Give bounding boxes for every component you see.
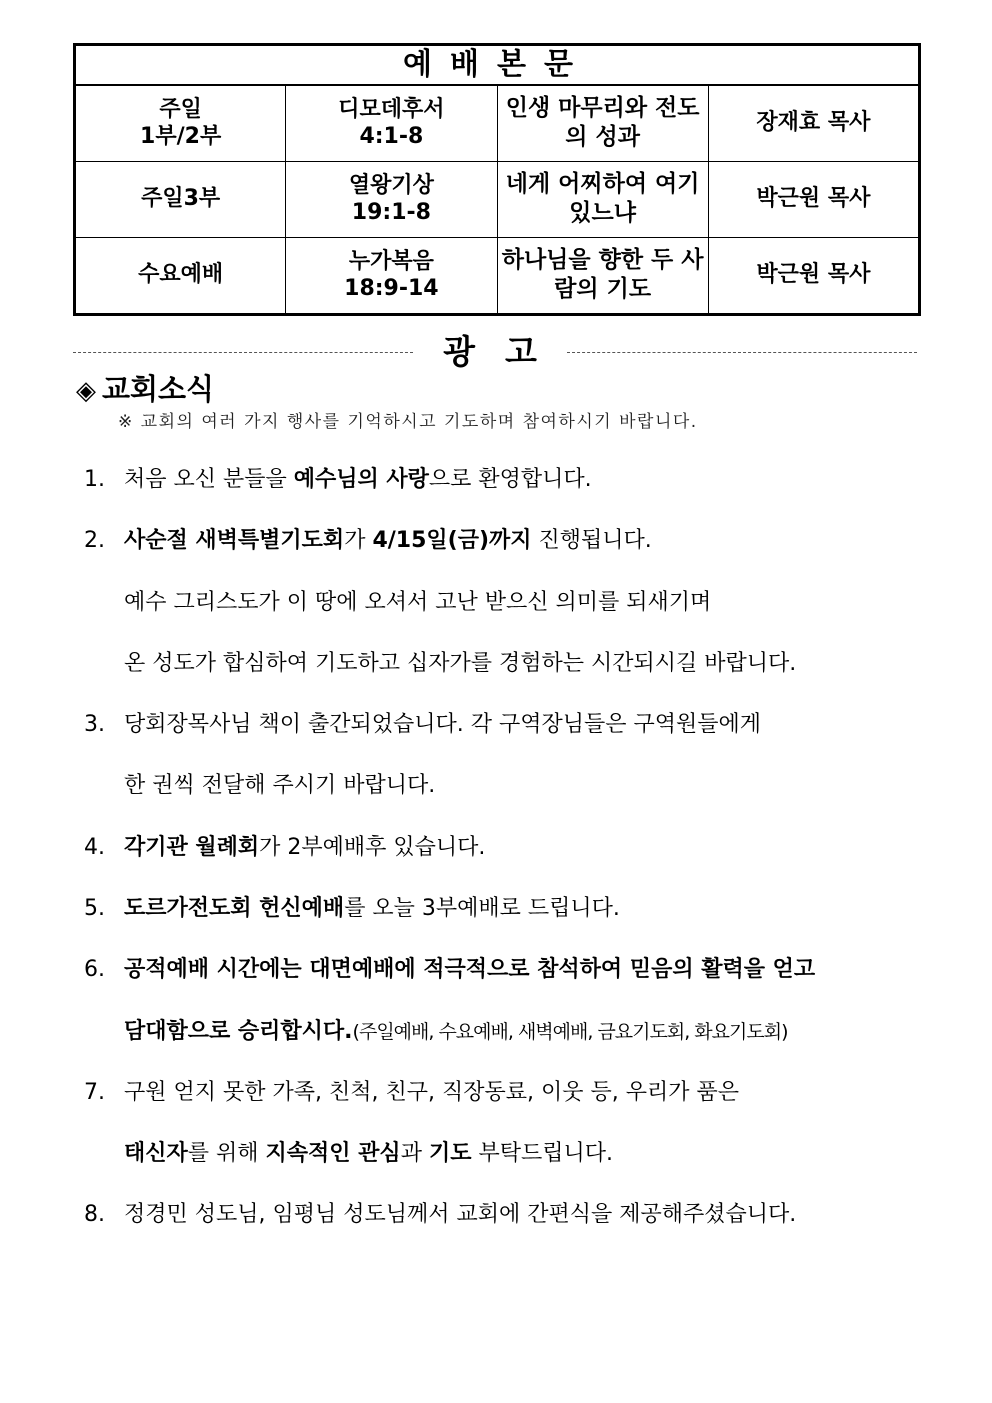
list-item: 3. 당회장목사님 책이 출간되었습니다. 각 구역장님들은 구역원들에게 — [84, 712, 762, 737]
sermon-table — [73, 43, 921, 316]
table-row — [75, 161, 920, 237]
list-item-continuation: 담대함으로 승리합시다.(주일예배, 수요예배, 새벽예배, 금요기도회, 화요기도회) — [124, 1019, 788, 1044]
list-item-continuation: 태신자를 위해 지속적인 관심과 기도 부탁드립니다. — [124, 1141, 613, 1166]
section-heading — [76, 367, 214, 408]
preacher-cell: 박근원 목사 — [708, 161, 919, 237]
list-item: 8. 정경민 성도님, 임평님 성도님께서 교회에 간편식을 제공해주셨습니다. — [84, 1202, 797, 1227]
list-item: 7. 구원 얻지 못한 가족, 친척, 친구, 직장동료, 이웃 등, 우리가 품은 — [84, 1080, 739, 1105]
announcement-header — [73, 326, 921, 372]
dashed-divider — [567, 352, 917, 353]
scripture-cell: 열왕기상 19:1-8 — [286, 161, 497, 237]
list-item: 4. 각기관 월례회가 2부예배후 있습니다. — [84, 835, 486, 860]
list-item-continuation: 온 성도가 합심하여 기도하고 십자가를 경험하는 시간되시길 바랍니다. — [124, 651, 797, 676]
list-item-continuation: 예수 그리스도가 이 땅에 오셔서 고난 받으신 의미를 되새기며 — [124, 590, 712, 615]
section-title: 교회소식 — [102, 372, 215, 406]
scripture-cell: 디모데후서 4:1-8 — [286, 85, 497, 162]
list-item: 2. 사순절 새벽특별기도회가 4/15일(금)까지 진행됩니다. — [84, 528, 652, 553]
section-note: ※ 교회의 여러 가지 행사를 기억하시고 기도하며 참여하시기 바랍니다. — [118, 412, 698, 432]
sermon-title-cell: 네게 어찌하여 여기 있느냐 — [497, 161, 708, 237]
list-item: 1. 처음 오신 분들을 예수님의 사랑으로 환영합니다. — [84, 467, 592, 492]
list-item: 5. 도르가전도회 헌신예배를 오늘 3부예배로 드립니다. — [84, 896, 620, 921]
preacher-cell: 장재효 목사 — [708, 85, 919, 162]
announcement-title: 광고 — [443, 332, 567, 371]
sermon-title-cell: 하나님을 향한 두 사람의 기도 — [497, 237, 708, 314]
dashed-divider — [73, 352, 413, 353]
table-row — [75, 237, 920, 314]
diamond-icon: ◈ — [76, 376, 96, 406]
scripture-cell: 누가복음 18:9-14 — [286, 237, 497, 314]
service-cell: 주일 1부/2부 — [75, 85, 286, 162]
list-item-continuation: 한 권씩 전달해 주시기 바랍니다. — [124, 773, 436, 798]
table-row — [75, 85, 920, 162]
list-item: 6. 공적예배 시간에는 대면예배에 적극적으로 참석하여 믿음의 활력을 얻고 — [84, 957, 816, 982]
preacher-cell: 박근원 목사 — [708, 237, 919, 314]
sermon-title-cell: 인생 마무리와 전도의 성과 — [497, 85, 708, 162]
service-cell: 수요예배 — [75, 237, 286, 314]
sermon-table-title: 예배본문 — [75, 45, 920, 85]
service-cell: 주일3부 — [75, 161, 286, 237]
